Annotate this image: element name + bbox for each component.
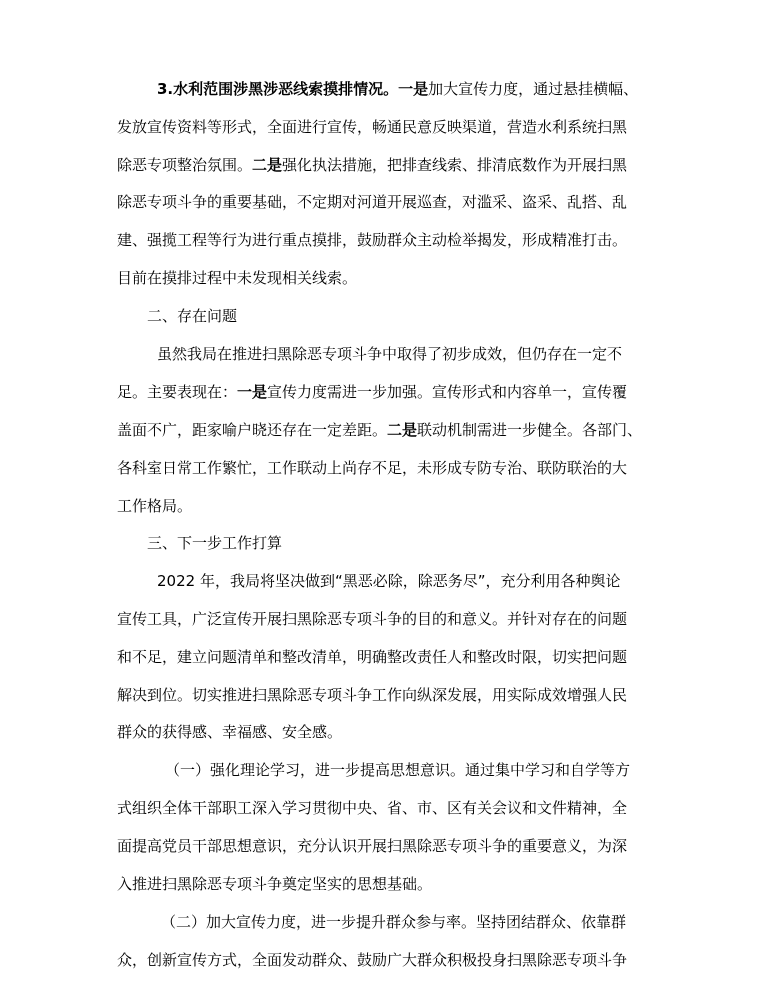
text-segment: 联动机制需进一步健全。各部门、 — [417, 421, 643, 439]
text-line — [117, 189, 627, 215]
text-line — [117, 682, 627, 708]
text-segment: 入推进扫黑除恶专项斗争奠定坚实的思想基础。 — [117, 875, 433, 893]
text-line — [147, 303, 237, 329]
text-line — [157, 341, 622, 367]
text-segment: 足。主要表现在： — [117, 383, 238, 401]
text-line — [117, 606, 627, 632]
text-line — [117, 719, 342, 745]
text-segment: 三、下一步工作打算 — [147, 534, 283, 552]
text-line — [117, 947, 627, 973]
text-line — [117, 644, 627, 670]
text-segment: 除恶专项斗争的重要基础，不定期对河道开展巡查，对滥采、盗采、乱搭、乱 — [117, 193, 628, 211]
text-segment: 二、存在问题 — [147, 307, 238, 325]
text-segment: 加大宣传力度，通过悬挂横幅、 — [428, 80, 639, 98]
text-line — [117, 833, 627, 859]
text-segment: 宣传工具，广泛宣传开展扫黑除恶专项斗争的目的和意义。并针对存在的问题 — [117, 610, 628, 628]
text-segment: 面提高党员干部思想意识，充分认识开展扫黑除恶专项斗争的重要意义，为深 — [117, 837, 628, 855]
text-line — [117, 493, 192, 519]
text-line — [117, 795, 627, 821]
text-line — [161, 909, 626, 935]
text-line — [117, 114, 627, 140]
text-line — [157, 76, 638, 102]
text-line — [157, 568, 621, 594]
text-line — [117, 455, 627, 481]
text-segment: 虽然我局在推进扫黑除恶专项斗争中取得了初步成效，但仍存在一定不 — [157, 345, 623, 363]
text-segment: 2022 年，我局将坚决做到“黑恶必除，除恶务尽”，充分利用各种舆论 — [157, 572, 621, 590]
text-segment: 工作格局。 — [117, 497, 193, 515]
text-segment: 和不足，建立问题清单和整改清单，明确整改责任人和整改时限，切实把问题 — [117, 648, 628, 666]
text-segment: 盖面不广，距家喻户晓还存在一定差距。 — [117, 421, 388, 439]
text-line — [117, 379, 627, 405]
text-line — [117, 417, 642, 443]
text-segment: 目前在摸排过程中未发现相关线索。 — [117, 269, 358, 287]
text-line — [117, 871, 432, 897]
text-segment: 宣传力度需进一步加强。宣传形式和内容单一，宣传覆 — [267, 383, 628, 401]
bold-text: 一是 — [398, 80, 429, 98]
text-segment: 各科室日常工作繁忙，工作联动上尚存不足，未形成专防专治、联防联治的大 — [117, 459, 628, 477]
text-segment: 群众的获得感、幸福感、安全感。 — [117, 723, 343, 741]
bold-text: 3.水利范围涉黑涉恶线索摸排情况。 — [157, 80, 399, 98]
bold-text: 二是 — [387, 421, 418, 439]
text-segment: 发放宣传资料等形式，全面进行宣传，畅通民意反映渠道，营造水利系统扫黑 — [117, 118, 628, 136]
text-line — [147, 530, 282, 556]
text-segment: 除恶专项整治氛围。 — [117, 156, 253, 174]
text-line — [117, 152, 627, 178]
bold-text: 二是 — [252, 156, 283, 174]
text-segment: 解决到位。切实推进扫黑除恶专项斗争工作向纵深发展，用实际成效增强人民 — [117, 686, 628, 704]
text-segment: （二）加大宣传力度，进一步提升群众参与率。坚持团结群众、依靠群 — [161, 913, 627, 931]
text-segment: 强化执法措施，把排查线索、排清底数作为开展扫黑 — [282, 156, 628, 174]
text-segment: （一）强化理论学习，进一步提高思想意识。通过集中学习和自学等方 — [165, 761, 631, 779]
text-segment: 式组织全体干部职工深入学习贯彻中央、省、市、区有关会议和文件精神，全 — [117, 799, 628, 817]
text-segment: 众，创新宣传方式，全面发动群众、鼓励广大群众积极投身扫黑除恶专项斗争 — [117, 951, 628, 969]
bold-text: 一是 — [237, 383, 268, 401]
text-line — [117, 227, 627, 253]
text-line — [165, 757, 630, 783]
text-line — [117, 265, 357, 291]
text-segment: 建、强揽工程等行为进行重点摸排，鼓励群众主动检举揭发，形成精准打击。 — [117, 231, 628, 249]
